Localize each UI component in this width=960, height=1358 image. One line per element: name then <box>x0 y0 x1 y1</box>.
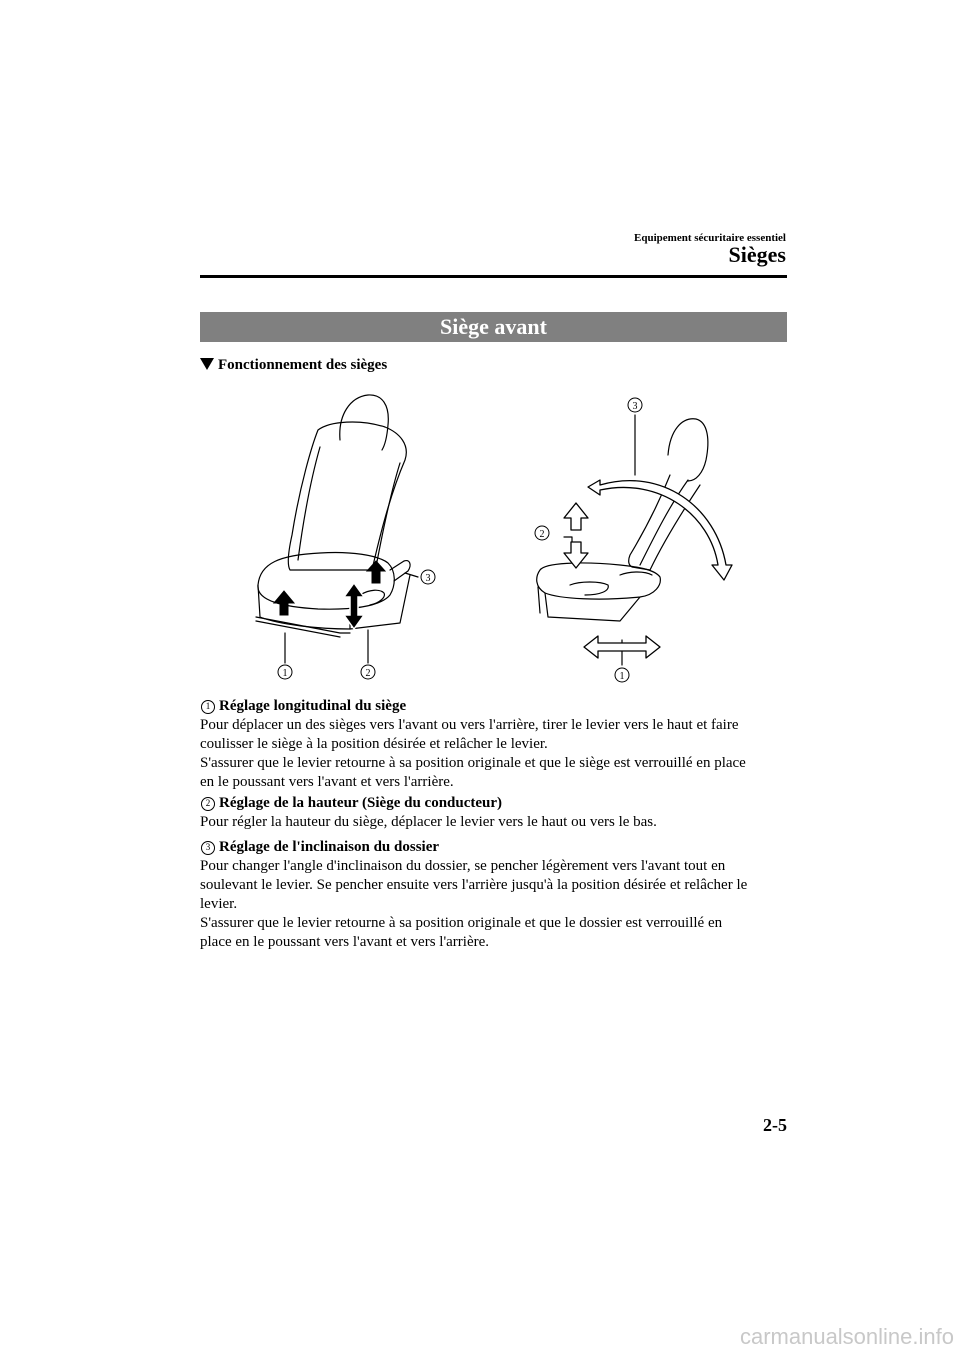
page-title: Sièges <box>728 242 786 267</box>
item-title: Réglage de l'inclinaison du dossier <box>219 839 440 855</box>
arrow-up-1 <box>274 591 294 615</box>
body-line: S'assurer que le levier retourne à sa position originale et que le dossier est verrouillé en <box>200 915 723 931</box>
subheading-text: Fonctionnement des sièges <box>218 357 388 373</box>
item-heading <box>200 697 790 716</box>
item-title: Réglage longitudinal du siège <box>219 698 407 714</box>
callout-3-right: 3 <box>632 401 638 412</box>
watermark-text: carmanualsonline.info <box>739 1324 954 1349</box>
seat-adjustment-illustration <box>200 385 787 690</box>
body-line: Pour régler la hauteur du siège, déplacer le levier vers le haut ou vers le bas. <box>200 814 657 830</box>
number-badge-icon: 3 <box>201 841 215 855</box>
page-number: 2-5 <box>763 1115 787 1135</box>
watermark-bar <box>0 1250 960 1358</box>
section-title: Equipement sécuritaire essentiel <box>634 232 786 244</box>
body-line: place en le poussant vers l'avant et vers l'arrière. <box>200 934 490 950</box>
body-line: levier. <box>200 896 238 912</box>
body-line: soulevant le levier. Se pencher ensuite vers l'arrière jusqu'à la position désirée et relâcher le <box>200 877 748 893</box>
item-longitudinal <box>200 697 790 792</box>
callout-2-left: 2 <box>365 668 371 679</box>
number-badge-icon: 2 <box>201 797 215 811</box>
left-seat-backrest <box>288 422 406 570</box>
right-seat-headrest <box>668 419 708 481</box>
body-line: S'assurer que le levier retourne à sa position originale et que le siège est verrouillé en place <box>200 755 746 771</box>
arrow-updown-2 <box>344 583 364 629</box>
callout-1-right: 1 <box>619 671 625 682</box>
body-line: Pour changer l'angle d'inclinaison du dossier, se pencher légèrement vers l'avant tout en <box>200 858 726 874</box>
item-heading <box>200 838 790 857</box>
callout-3-left: 3 <box>425 573 431 584</box>
arrow-updown-2-right <box>564 503 588 530</box>
body-line: en le poussant vers l'avant et vers l'arrière. <box>200 774 454 790</box>
arrow-recline-3 <box>588 480 732 580</box>
body-line: coulisser le siège à la position désirée et relâcher le levier. <box>200 736 548 752</box>
body-line: Pour déplacer un des sièges vers l'avant ou vers l'arrière, tirer le levier vers le haut et faire <box>200 717 739 733</box>
triangle-bullet-icon <box>200 358 214 370</box>
callout-2-right: 2 <box>539 529 545 540</box>
item-height <box>200 794 790 832</box>
header-divider <box>200 275 787 278</box>
item-recline <box>200 838 790 952</box>
item-title: Réglage de la hauteur (Siège du conducteur) <box>219 795 503 811</box>
arrow-up-3 <box>367 561 385 583</box>
section-banner: Siège avant <box>200 312 787 342</box>
number-badge-icon: 1 <box>201 700 215 714</box>
subheading <box>200 357 387 374</box>
callout-1-left: 1 <box>282 668 288 679</box>
item-heading <box>200 794 790 813</box>
